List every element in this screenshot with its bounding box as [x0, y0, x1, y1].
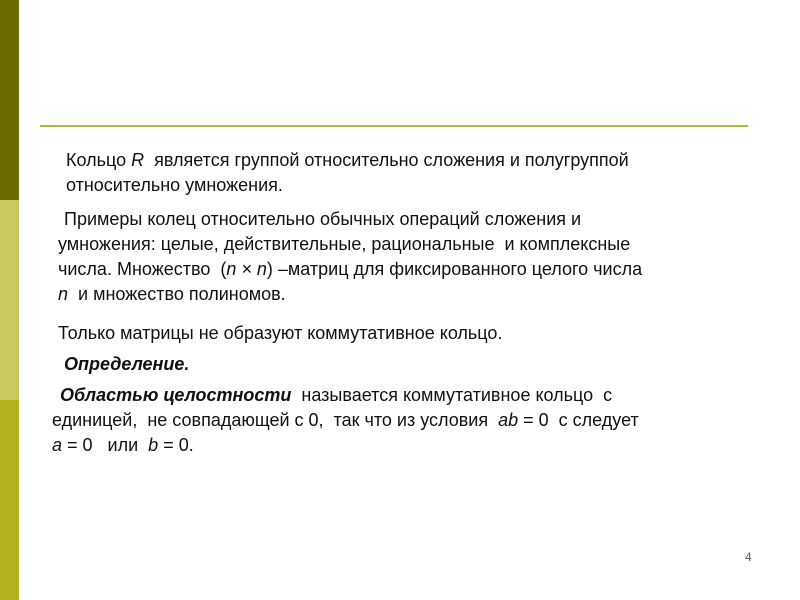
side-bar-light [0, 200, 19, 400]
text-fragment: числа. Множество ( [58, 259, 227, 279]
title-divider [40, 125, 748, 127]
text-fragment: = 0 с следует [518, 410, 639, 430]
text-fragment: ) –матриц для фиксированного целого числа [266, 259, 643, 279]
text-fragment: является группой относительно сложения и полугруппой [144, 150, 629, 170]
defined-term: Областью целостности [60, 385, 292, 405]
paragraph-line [52, 433, 639, 458]
paragraph-line [58, 383, 639, 408]
definition-heading [58, 352, 189, 377]
page-number: 4 [745, 550, 752, 564]
integral-domain-definition [52, 383, 639, 458]
ring-examples-paragraph [58, 207, 642, 307]
text-fragment: Кольцо [66, 150, 132, 170]
paragraph-line [58, 282, 642, 307]
paragraph-line: Только матрицы не образуют коммутативное кольцо. [58, 323, 503, 343]
paragraph-line [52, 408, 639, 433]
variable-b: b [148, 435, 159, 455]
text-fragment: = 0. [158, 435, 194, 455]
text-fragment: называется коммутативное кольцо с [291, 385, 613, 405]
text-fragment: единицей, не совпадающей с 0, так что из условия [52, 410, 499, 430]
side-bar-mid [0, 400, 19, 600]
paragraph-line: Определение. [64, 354, 190, 374]
paragraph-line: Примеры колец относительно обычных операций сложения и [64, 209, 582, 229]
text-fragment: = 0 или [62, 435, 149, 455]
paragraph-line [58, 257, 642, 282]
paragraph-line: относительно умножения. [66, 175, 283, 195]
variable-a: a [52, 435, 63, 455]
paragraph-line [66, 148, 629, 173]
paragraph-line: умножения: целые, действительные, рациональные и комплексные [58, 234, 631, 254]
side-bar-dark [0, 0, 19, 200]
matrix-dimension: n × n [226, 259, 267, 279]
variable-r: R [131, 150, 145, 170]
variable-n: n [58, 284, 69, 304]
text-fragment: и множество полиномов. [68, 284, 286, 304]
matrices-note [58, 321, 502, 346]
variable-ab: ab [498, 410, 519, 430]
ring-group-paragraph [58, 148, 629, 198]
